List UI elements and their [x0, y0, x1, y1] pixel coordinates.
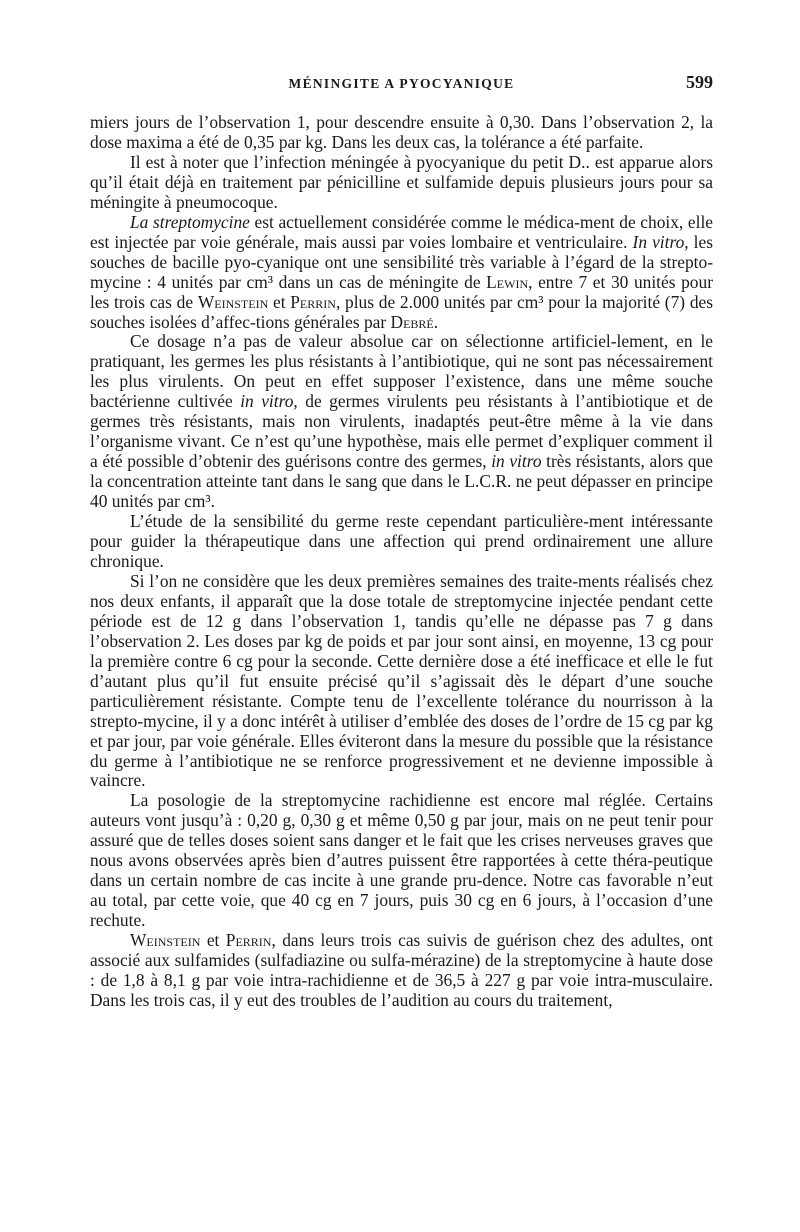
- author-name: Perrin: [225, 930, 272, 951]
- text-run: , plus de 2.000 unités par cm³ pour la majorité (7) des souches isolées d’affec-tions générales par: [90, 291, 713, 332]
- italic-text: In vitro,: [632, 231, 689, 252]
- text-run: L’étude de la sensibilité du germe reste cependant particulière-ment intéressante pour guider la thérapeutique dans une affection qui prend ordinairement une allure chronique.: [90, 511, 713, 571]
- body-text: [90, 113, 713, 1011]
- page-number: 599: [686, 72, 713, 92]
- paragraph-6: [90, 572, 713, 791]
- running-title: MÉNINGITE A PYOCYANIQUE: [288, 76, 515, 91]
- italic-text: La streptomycine: [130, 211, 250, 232]
- text-run: Ce dosage n’a pas de valeur absolue car on sélectionne artificiel-lement, en le pratiquant, les germes les plus résistants à l’antibiotique, qui ne sont pas nécessairement les plus virulents. On peut en effet supposer l’existence, dans une même souche bactérienne cultivée: [90, 331, 713, 412]
- text-run: et: [268, 291, 291, 312]
- text-run: très résistants, alors que la concentration atteinte tant dans le sang que dans le L.C.R. ne peut dépasser en principe 40 unités par cm³.: [90, 451, 714, 512]
- text-run: La posologie de la streptomycine rachidienne est encore mal réglée. Certains auteurs vont jusqu’à : 0,20 g, 0,30 g et même 0,50 g par jour, mais on ne peut tenir pour assuré que de telles doses soient sans danger et le fait que les crises nerveuses graves que nous avons observées après bien d’autres puissent être rapportées à cette théra-peutique dans un certain nombre de cas incite à une grande pru-dence. Notre cas favorable n’eut au total, par cette voie, que 40 cg en 7 jours, puis 30 cg en 6 jours, à l’occasion d’une rechute.: [90, 790, 713, 931]
- italic-text: in vitro: [491, 451, 542, 472]
- paragraph-8: [90, 931, 713, 1011]
- text-run: et: [200, 930, 226, 951]
- paragraph-7: [90, 791, 713, 931]
- author-name: Weinstein: [130, 930, 201, 951]
- author-name: Weinstein: [197, 291, 269, 312]
- page-header: [90, 72, 713, 98]
- text-run: les souches de bacille pyo-cyanique ont une sensibilité très variable à l’égard de la strepto-mycine : 4 unités par cm³ dans un cas de méningite de: [90, 231, 713, 292]
- text-run: , entre 7 et 30 unités pour les trois cas de: [90, 271, 713, 312]
- text-run: , dans leurs trois cas suivis de guérison chez des adultes, ont associé aux sulfamides (sulfadiazine ou sulfa-mérazine) de la streptomycine à haute dose : de 1,8 à 8,1 g par voie intra-rachidienne et de 36,5 à 227 g par voie intra-musculaire. Dans les trois cas, il y eut des troubles de l’audition au cours du traitement,: [90, 930, 713, 1010]
- text-run: est actuellement considérée comme le médica-ment de choix, elle est injectée par voie générale, mais aussi par voies lombaire et ventriculaire.: [90, 211, 714, 252]
- paragraph-1: [90, 113, 713, 153]
- italic-text: in vitro,: [240, 391, 298, 412]
- paragraph-4: [90, 332, 713, 512]
- author-name: Lewin: [486, 271, 529, 292]
- text-run: de germes virulents peu résistants à l’antibiotique et de germes très résistants, mais non virulents, inadaptés peut-être même à la vie dans l’organisme vivant. Ce n’est qu’une hypothèse, mais elle permet d’expliquer comment il a été possible d’obtenir des guérisons contre des germes,: [90, 391, 713, 472]
- author-name: Perrin: [290, 291, 336, 312]
- text-run: Il est à noter que l’infection méningée à pyocyanique du petit D.. est apparue alors qu’il était déjà en traitement par pénicilline et sulfamide depuis plusieurs jours pour sa méningite à pneumocoque.: [90, 151, 713, 212]
- author-name: Debré: [390, 311, 434, 332]
- text-run: Si l’on ne considère que les deux premières semaines des traite-ments réalisés chez nos deux enfants, il apparaît que la dose totale de streptomycine injectée pendant cette période est de 12 g dans l’observation 1, tandis qu’elle ne dépasse pas 7 g dans l’observation 2. Les doses par kg de poids et par jour sont ainsi, en moyenne, 13 cg pour la première contre 6 cg pour la seconde. Cette dernière dose a été inefficace et elle le fut d’autant plus qu’il fut ensuite précisé qu’il s’agissait dès le départ d’une souche particulièrement résistante. Compte tenu de l’excellente tolérance du nourrisson à la strepto-mycine, il y a donc intérêt à utiliser d’emblée des doses de l’ordre de 15 cg par kg et par jour, par voie générale. Elles éviteront dans la mesure du possible que la résistance du germe à l’antibiotique ne se renforce progressivement et ne devienne impossible à vaincre.: [90, 570, 713, 791]
- text-run: .: [433, 311, 439, 332]
- paragraph-2: [90, 153, 713, 213]
- paragraph-3: [90, 213, 713, 333]
- paragraph-5: [90, 512, 713, 572]
- text-run: miers jours de l’observation 1, pour descendre ensuite à 0,30. Dans l’observation 2, la dose maxima a été de 0,35 par kg. Dans les deux cas, la tolérance a été parfaite.: [90, 112, 713, 152]
